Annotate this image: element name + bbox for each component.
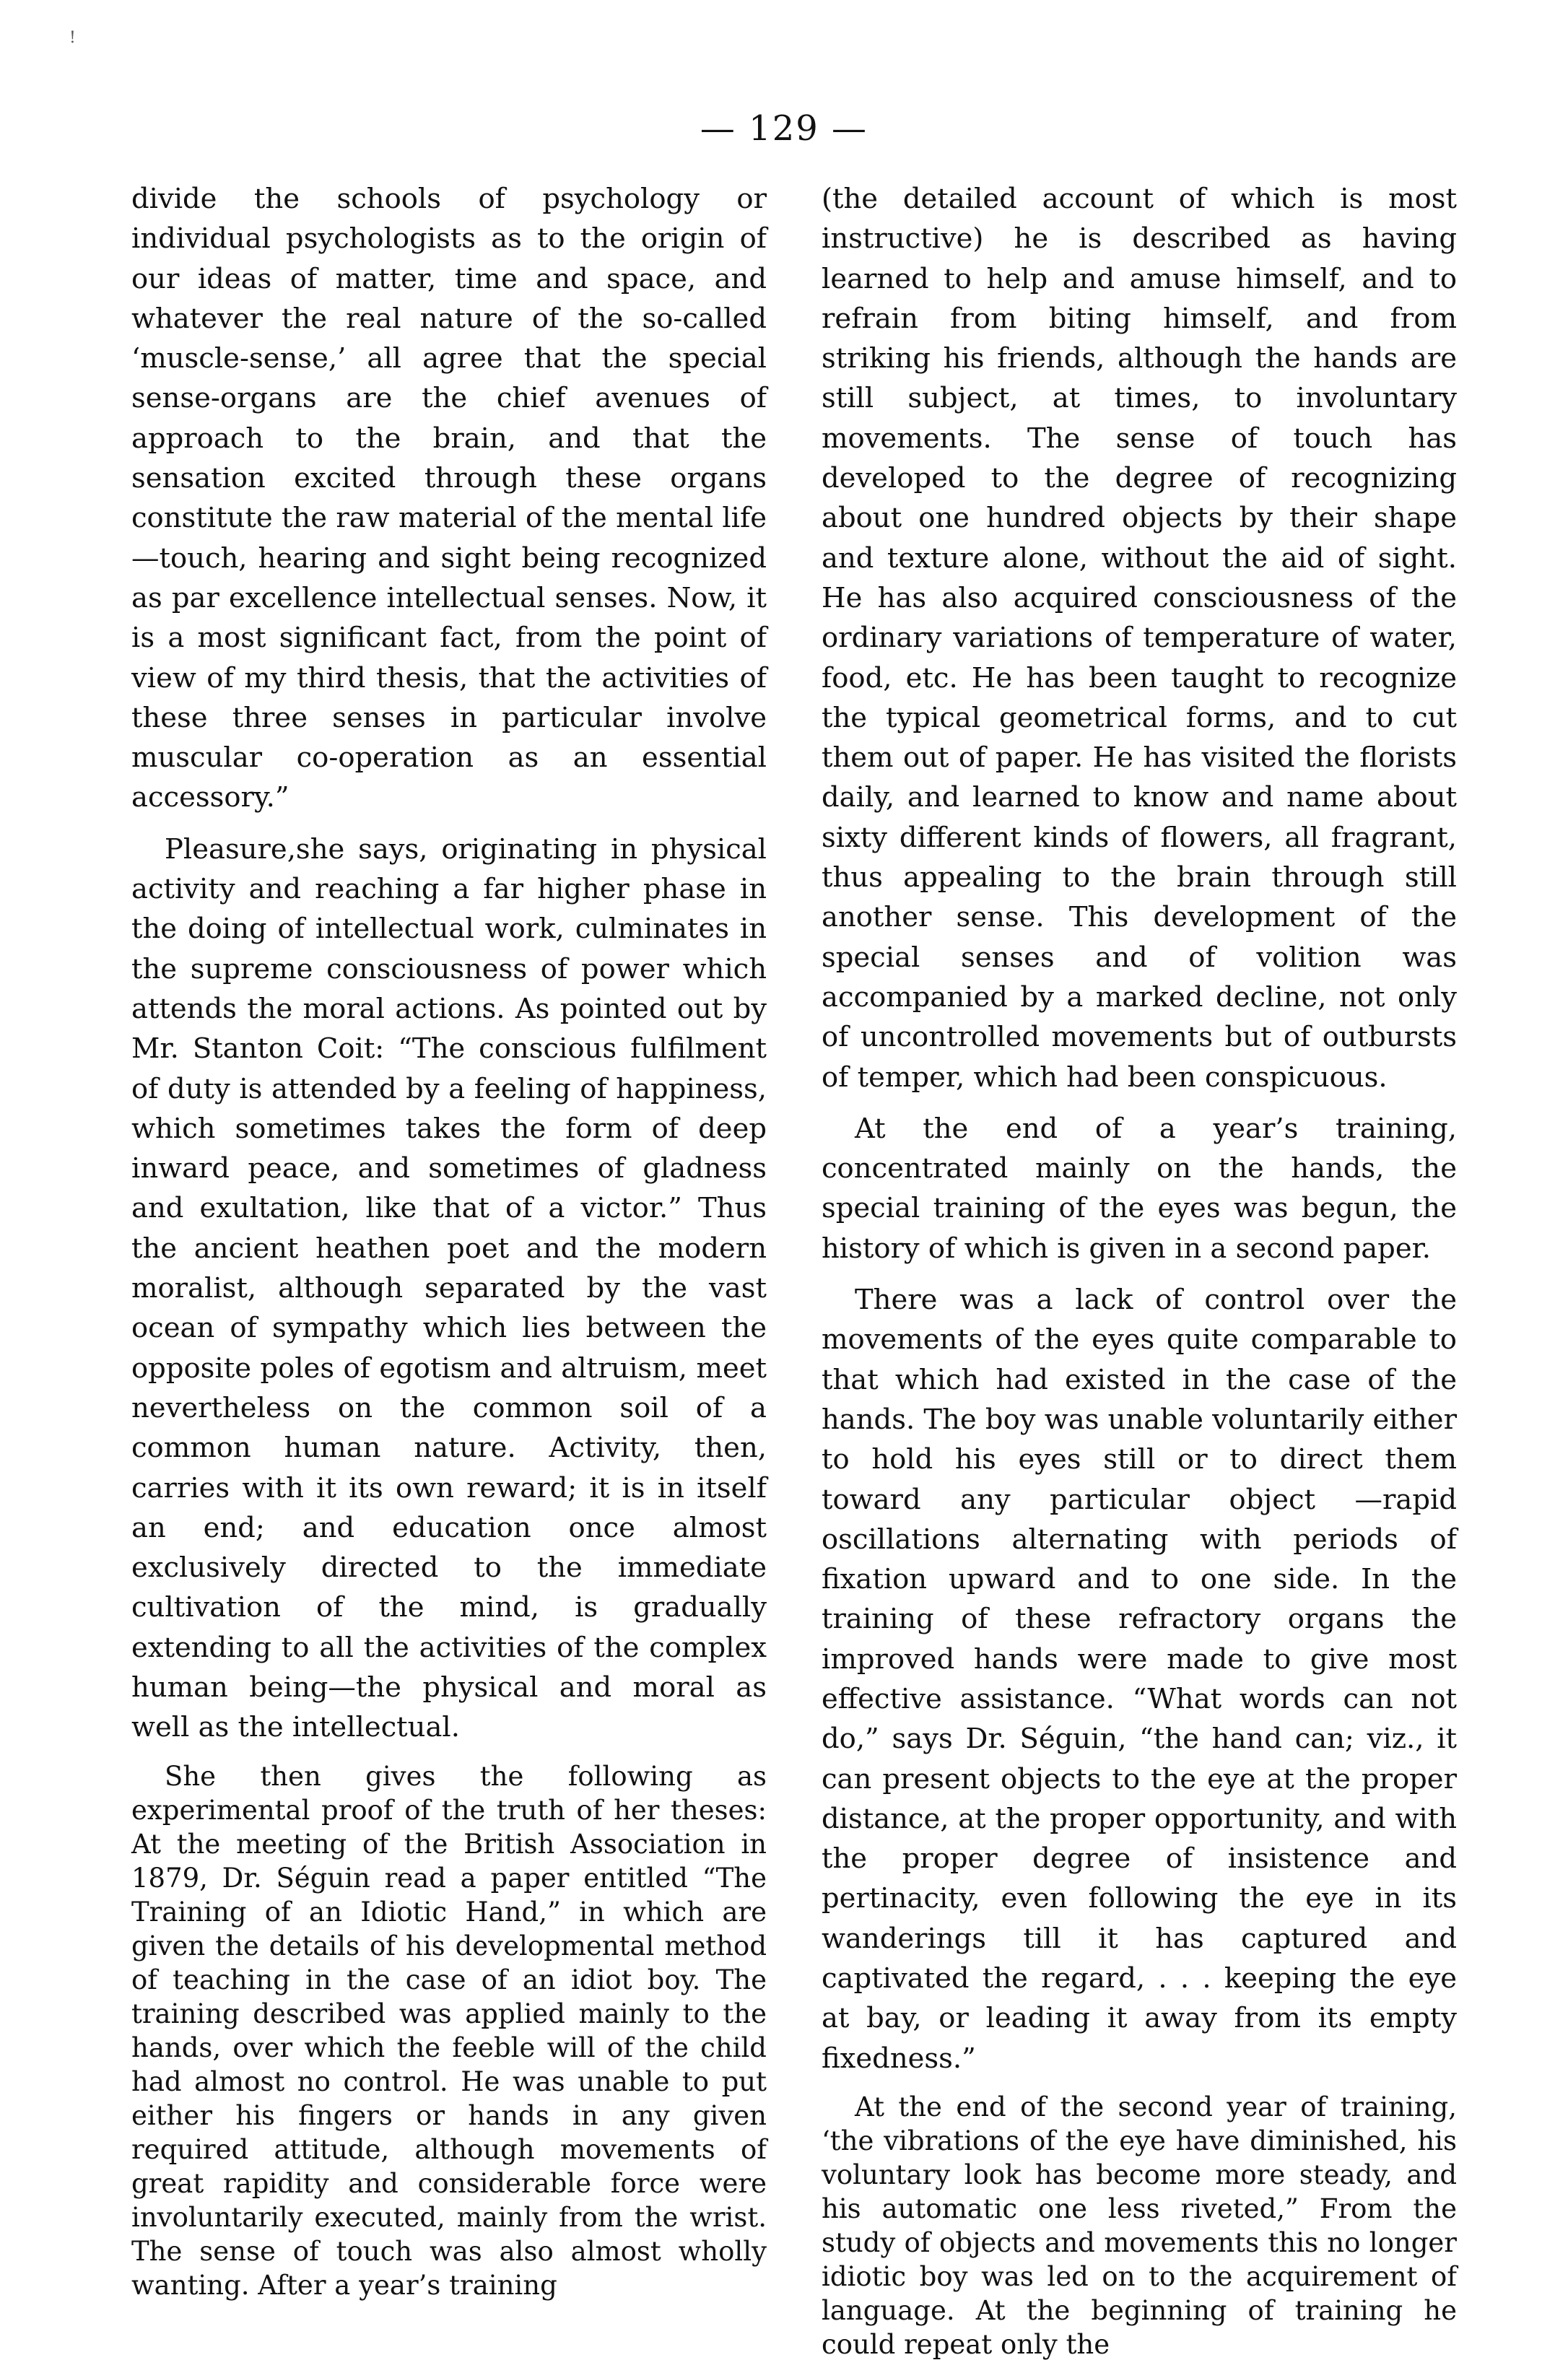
left-column <box>131 179 767 2314</box>
left-paragraph-2: Pleasure,she says, originating in physical activity and reaching a far higher phase in the doing of intellectual work, culminates in the supreme consciousness of power which attends the moral actions. As pointed out by Mr. Stanton Coit: “The conscious fulfilment of duty is attended by a feeling of happiness, which sometimes takes the form of deep inward peace, and sometimes of gladness and exultation, like that of a victor.” Thus the ancient heathen poet and the modern moralist, although separated by the vast ocean of sympathy which lies between the opposite poles of egotism and altruism, meet nevertheless on the common soil of a common human nature. Activity, then, carries with it its own reward; it is in itself an end; and education once almost exclusively directed to the immediate cultivation of the mind, is gradually extending to all the activities of the complex human being—the physical and moral as well as the intellectual. <box>131 832 767 1744</box>
right-paragraph-3: There was a lack of control over the movements of the eyes quite comparable to that which had existed in the case of the hands. The boy was unable voluntarily either to hold his eyes still or to direct them toward any particular object —rapid oscillations alternating with periods of fixation upward and to one side. In the training of these refractory organs the improved hands were made to give most effective assistance. “What words can not do,” says Dr. Séguin, “the hand can; viz., it can present objects to the eye at the proper distance, at the proper opportunity, and with the proper degree of insistence and pertinacity, even following the eye in its wanderings till it has captured and captivated the regard, . . . keeping the eye at bay, or leading it away from its empty fixedness.” <box>822 1284 1457 2075</box>
left-paragraph-3: She then gives the following as experimental proof of the truth of her theses: At the meeting of the British Association in 1879, Dr. Séguin read a paper entitled “The Training of an Idiotic Hand,” in which are given the details of his developmental method of teaching in the case of an idiot boy. The training described was applied mainly to the hands, over which the feeble will of the child had almost no control. He was unable to put either his fingers or hands in any given required attitude, although movements of great rapidity and considerable force were involuntarily executed, mainly from the wrist. The sense of touch was also almost wholly wanting. After a year’s training <box>131 1760 767 2301</box>
left-paragraph-1: divide the schools of psychology or individual psychologists as to the origin of our ideas of matter, time and space, and whatever the real nature of the so-called ‘muscle-sense,’ all agree that the special sense-organs are the chief avenues of approach to the brain, and that the sensation excited through these organs constitute the raw material of the mental life—touch, hearing and sight being recognized as par excellence intellectual senses. Now, it is a most significant fact, from the point of view of my third thesis, that the activities of these three senses in particular involve muscular co-operation as an essential accessory.” <box>131 183 767 814</box>
page-number: — 129 — <box>700 108 868 149</box>
right-paragraph-2: At the end of a year’s training, concentrated mainly on the hands, the special training of the eyes was begun, the history of which is given in a second paper. <box>822 1112 1457 1265</box>
right-paragraph-4: At the end of the second year of training, ‘the vibrations of the eye have diminished, his voluntary look has become more steady, and his automatic one less riveted,” From the study of objects and movements this no longer idiotic boy was led on to the acquirement of language. At the beginning of training he could repeat only the <box>822 2091 1457 2360</box>
page-edge-mark: ! <box>69 29 76 47</box>
right-paragraph-1: (the detailed account of which is most instructive) he is described as having learned to help and amuse himself, and to refrain from biting himself, and from striking his friends, although the hands are still subject, at times, to involuntary movements. The sense of touch has developed to the degree of recognizing about one hundred objects by their shape and texture alone, without the aid of sight. He has also acquired consciousness of the ordinary variations of temperature of water, food, etc. He has been taught to recognize the typical geometrical forms, and to cut them out of paper. He has visited the florists daily, and learned to know and name about sixty different kinds of flowers, all fragrant, thus appealing to the brain through still another sense. This development of the special senses and of volition was accompanied by a marked decline, not only of uncontrolled movements but of outbursts of temper, which had been conspicuous. <box>822 183 1457 1094</box>
right-column <box>822 179 1457 2373</box>
